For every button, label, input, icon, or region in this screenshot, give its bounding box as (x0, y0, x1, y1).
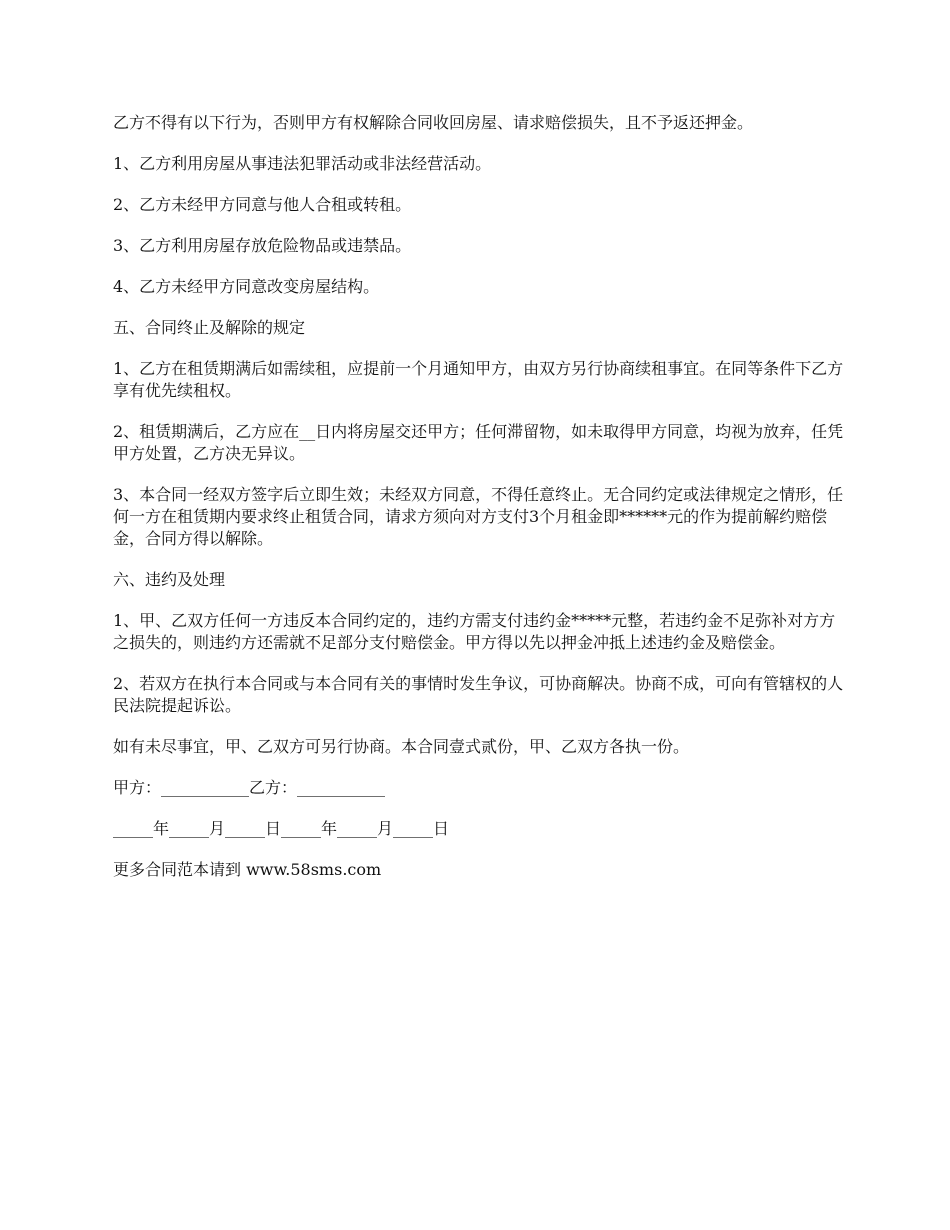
section-heading-breach: 六、违约及处理 (113, 570, 226, 589)
clause-item-3: 3、乙方利用房屋存放危险物品或违禁品。 (113, 236, 412, 255)
clause-item-1: 1、乙方利用房屋从事违法犯罪活动或非法经营活动。 (113, 154, 492, 173)
clause-item-2: 2、乙方未经甲方同意与他人合租或转租。 (113, 195, 412, 214)
date-line: _____年_____月_____日_____年_____月_____日 (113, 819, 450, 838)
termination-item-2: 2、租赁期满后，乙方应在__日内将房屋交还甲方；任何滞留物，如未取得甲方同意，均视为放弃，任凭甲方处置，乙方决无异议。 (113, 422, 844, 463)
intro-prohibited-acts: 乙方不得有以下行为，否则甲方有权解除合同收回房屋、请求赔偿损失，且不予返还押金。 (113, 113, 754, 132)
section-heading-termination: 五、合同终止及解除的规定 (113, 318, 306, 337)
breach-item-1: 1、甲、乙双方任何一方违反本合同约定的，违约方需支付违约金*****元整，若违约金不足弥补对方方之损失的，则违约方还需就不足部分支付赔偿金。甲方得以先以押金冲抵上述违约金及赔偿金。 (113, 611, 836, 652)
termination-item-1: 1、乙方在租赁期满后如需续租，应提前一个月通知甲方，由双方另行协商续租事宜。在同等条件下乙方享有优先续租权。 (113, 359, 844, 400)
closing-statement: 如有未尽事宜，甲、乙双方可另行协商。本合同壹式贰份，甲、乙双方各执一份。 (113, 737, 690, 756)
document-body (113, 112, 848, 900)
termination-item-3: 3、本合同一经双方签字后立即生效；未经双方同意，不得任意终止。无合同约定或法律规定之情形，任何一方在租赁期内要求终止租赁合同，请求方须向对方支付3个月租金即******元的作为提前解约赔偿金，合同方得以解除。 (113, 485, 844, 548)
breach-item-2: 2、若双方在执行本合同或与本合同有关的事情时发生争议，可协商解决。协商不成，可向有管辖权的人民法院提起诉讼。 (113, 674, 844, 715)
clause-item-4: 4、乙方未经甲方同意改变房屋结构。 (113, 277, 380, 296)
footer-link-text: 更多合同范本请到 www.58sms.com (113, 860, 382, 879)
signature-line: 甲方：___________乙方：___________ (113, 778, 386, 797)
